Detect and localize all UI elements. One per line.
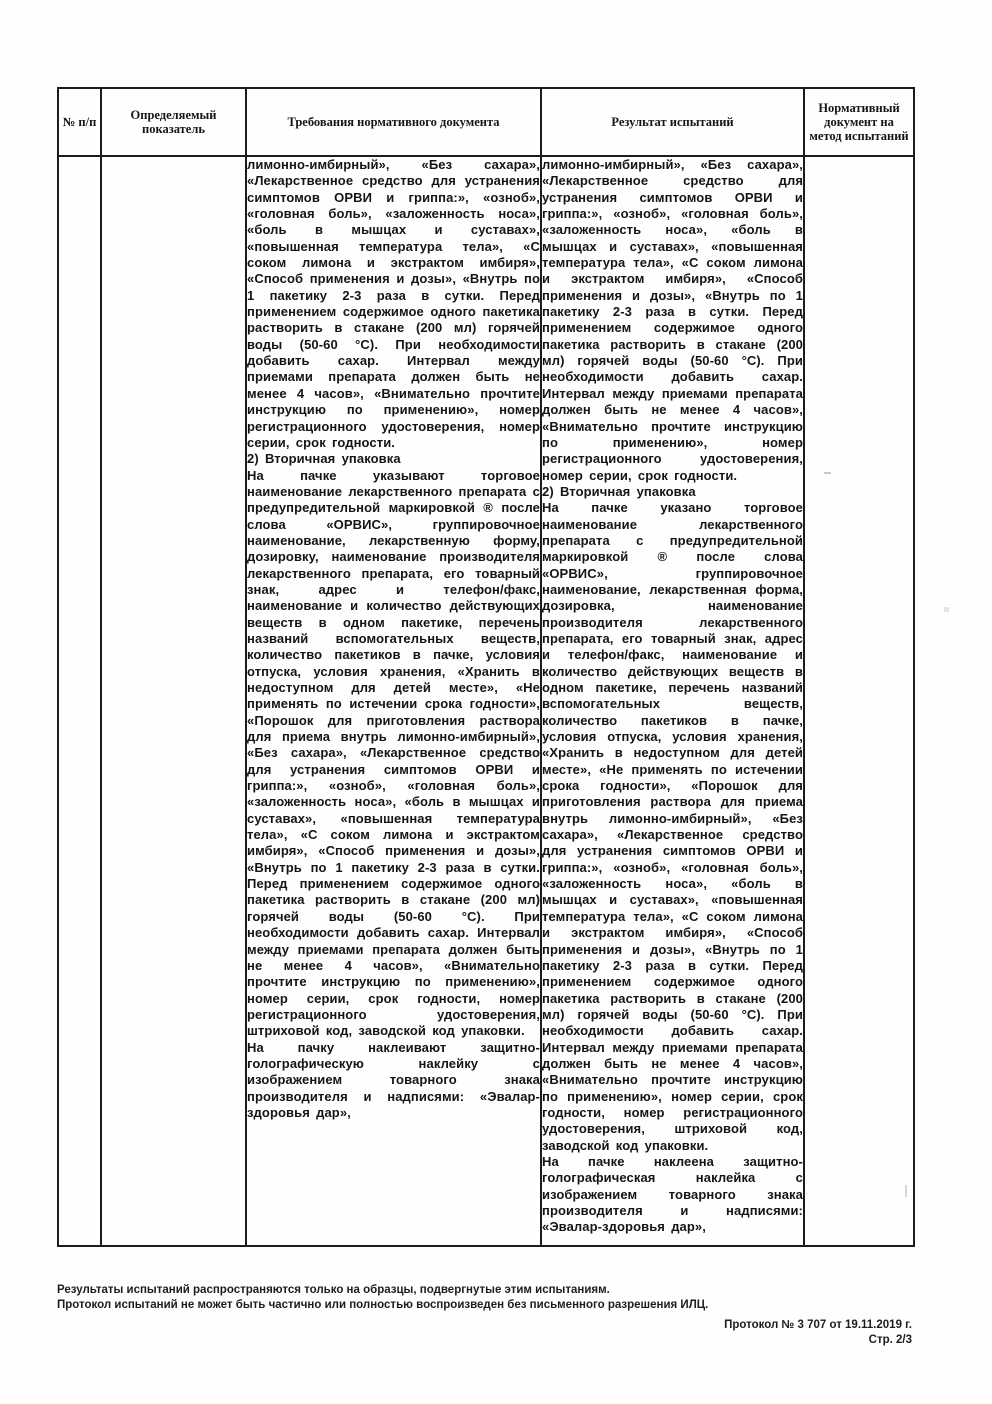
footer-disclaimer-line1: Результаты испытаний распространяются только на образцы, подвергнутые этим испытаниям. xyxy=(57,1284,610,1296)
footer-disclaimer-line2: Протокол испытаний не может быть частично или полностью воспроизведен без письменного разрешения ИЛЦ. xyxy=(57,1299,709,1311)
table-row xyxy=(58,156,914,1246)
cell-method-document xyxy=(804,156,914,1246)
paragraph: лимонно-имбирный», «Без сахара», «Лекарственное средство для устранения симптомов ОРВИ и гриппа:», «озноб», «головная боль», «заложенность носа», «боль в мышцах и суставах», «повышенная температура тела», «С соком лимона и экстрактом имбиря», «Способ применения и дозы», «Внутрь по 1 пакетику 2-3 раза в сутки. Перед применением содержимое одного пакетика растворить в стакане (200 мл) горячей воды (50-60 °С). При необходимости добавить сахар. Интервал между приемами препарата должен быть не менее 4 часов», «Внимательно прочтите инструкцию по применению», номер регистрационного удостоверения, номер серии, срок годности. xyxy=(542,157,803,483)
cell-indicator xyxy=(101,156,246,1246)
paragraph: На пачке указано торговое наименование лекарственного препарата с предупредительной маркировкой ® после слова «ОРВИС», группировочное наименование, лекарственная форма, дозировка, наименование производителя лекарственного препарата, его товарный знак, адрес и телефон/факс, наименование и количество действующих веществ в одном пакетике, перечень названий вспомогательных веществ, количество пакетиков в пачке, условия отпуска, условия хранения, «Хранить в недоступном для детей месте», «Не применять по истечении срока годности», «Порошок для приготовления раствора для приема внутрь лимонно-имбирный», «Без сахара», «Лекарственное средство для устранения симптомов ОРВИ и гриппа:», «озноб», «головная боль», «заложенность носа», «боль в мышцах и суставах», «повышенная температура тела», «С соком лимона и экстрактом имбиря», «Способ применения и дозы», «Внутрь по 1 пакетику 2-3 раза в сутки. Перед применением содержимое одного пакетика растворить в стакане (200 мл) горячей воды (50-60 °С). При необходимости добавить сахар. Интервал между приемами препарата должен быть не менее 4 часов», «Внимательно прочтите инструкцию по применению», номер серии, срок годности, номер регистрационного удостоверения, штриховой код, заводской код упаковки. xyxy=(542,500,803,1153)
paragraph: лимонно-имбирный», «Без сахара», «Лекарственное средство для устранения симптомов ОРВИ и гриппа:», «озноб», «головная боль», «заложенность носа», «боль в мышцах и суставах», «повышенная температура тела», «С соком лимона и экстрактом имбиря», «Способ применения и дозы», «Внутрь по 1 пакетику 2-3 раза в сутки. Перед применением содержимое одного пакетика растворить в стакане (200 мл) горячей воды (50-60 °С). При необходимости добавить сахар. Интервал между приемами препарата должен быть не менее 4 часов», «Внимательно прочтите инструкцию по применению», номер регистрационного удостоверения, номер серии, срок годности. xyxy=(247,157,540,450)
scan-artifact xyxy=(944,607,949,612)
protocol-reference: Протокол № 3 707 от 19.11.2019 г. xyxy=(724,1319,912,1331)
footer-disclaimer xyxy=(57,1283,757,1313)
table-header-row xyxy=(58,88,914,156)
cell-number xyxy=(58,156,101,1246)
paragraph: 2) Вторичная упаковка xyxy=(247,451,401,467)
paragraph: На пачке указывают торговое наименование лекарственного препарата с предупредительной маркировкой ® после слова «ОРВИС», группировочное наименование, лекарственную форму, дозировку, наименование производителя лекарственного препарата, его товарный знак, адрес и телефон/факс, наименование и количество действующих веществ в одном пакетике, перечень названий вспомогательных веществ, количество пакетиков в пачке, условия отпуска, условия хранения, «Хранить в недоступном для детей месте», «Не применять по истечении срока годности», «Порошок для приготовления раствора для приема внутрь лимонно-имбирный», «Без сахара», «Лекарственное средство для устранения симптомов ОРВИ и гриппа:», «озноб», «головная боль», «заложенность носа», «боль в мышцах и суставах», «повышенная температура тела», «С соком лимона и экстрактом имбиря», «Способ применения и дозы», «Внутрь по 1 пакетику 2-3 раза в сутки. Перед применением содержимое одного пакетика растворить в стакане (200 мл) горячей воды (50-60 °С). При необходимости добавить сахар. Интервал между приемами препарата должен быть не менее 4 часов», «Внимательно прочтите инструкцию по применению», номер серии, срок годности, номер регистрационного удостоверения, штриховой код, заводской код упаковки. xyxy=(247,467,540,1039)
cell-requirements-text xyxy=(246,156,541,1246)
col-header-results: Результат испытаний xyxy=(541,88,804,156)
scan-artifact xyxy=(905,1185,907,1197)
paragraph: На пачку наклеивают защитно-голографическую наклейку с изображением товарного знака производителя и надписями: «Эвалар-здоровья дар», xyxy=(247,1039,540,1120)
col-header-number: № п/п xyxy=(58,88,101,156)
test-protocol-table xyxy=(57,87,915,1247)
paragraph: На пачке наклеена защитно-голографическая наклейка с изображением товарного знака производителя и надписями: «Эвалар-здоровья дар», xyxy=(542,1153,803,1235)
col-header-indicator: Определяемый показатель xyxy=(101,88,246,156)
scan-artifact xyxy=(824,472,831,474)
cell-results-text xyxy=(541,156,804,1246)
footer-protocol-info xyxy=(724,1318,912,1348)
page-number: Стр. 2/3 xyxy=(868,1334,912,1346)
col-header-method-document: Нормативный документ на метод испытаний xyxy=(804,88,914,156)
col-header-requirements: Требования нормативного документа xyxy=(246,88,541,156)
paragraph: 2) Вторичная упаковка xyxy=(542,483,696,499)
